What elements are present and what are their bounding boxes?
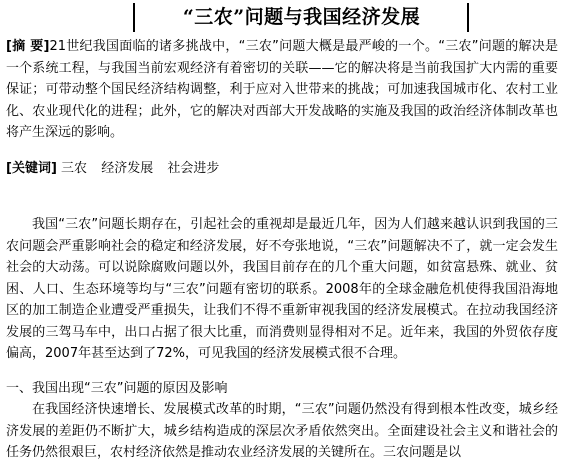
abstract-label: [摘 要]	[6, 39, 50, 54]
body-section-2	[6, 399, 558, 464]
document-title: “三农”问题与我国经济发展	[182, 6, 421, 28]
section-heading: 一、我国出现“三农”问题的原因及影响	[6, 381, 228, 396]
abstract-section	[6, 36, 558, 144]
body-section	[6, 214, 558, 365]
title-left-rule	[133, 3, 135, 32]
keywords-section	[6, 158, 558, 179]
body-paragraph: 在我国经济快速增长、发展模式改革的时期，“三农”问题仍然没有得到根本性改变，城乡经济发展的差距仍不断扩大，城乡结构造成的深层次矛盾依然突出。全面建设社会主义和谐社会的任务仍然很艰巨，农村经济依然是推动农业经济发展的关键所在。三农问题是以	[6, 402, 558, 460]
body-paragraph: 我国“三农”问题长期存在，引起社会的重视却是最近几年，因为人们越来越认识到我国的三农问题会严重影响社会的稳定和经济发展，好不夸张地说，“三农”问题解决不了，就一定会发生社会的大动荡。可以说除腐败问题以外，我国目前存在的几个重大问题，如贫富悬殊、就业、贫困、人口、生态环境等均与“三农”问题有密切的联系。2008年的全球金融危机使得我国沿海地区的加工制造企业遭受严重损失，让我们不得不重新审视我国的经济发展模式。在拉动我国经济发展的三驾马车中，出口占据了很大比重，而消费则显得相对不足。近年来，我国的外贸依存度偏高，2007年甚至达到了72%，可见我国的经济发展模式很不合理。	[6, 217, 558, 361]
abstract-text: 21世纪我国面临的诸多挑战中，“三农”问题大概是最严峻的一个。“三农”问题的解决是一个系统工程，与我国当前宏观经济有着密切的关联——它的解决将是当前我国扩大内需的重要保证；可带动整个国民经济结构调整，利于应对入世带来的挑战；可加速我国城市化、农村工业化、农业现代化的进程；此外，它的解决对西部大开发战略的实施及我国的政治经济体制改革也将产生深远的影响。	[6, 39, 558, 140]
keyword-item: 经济发展	[101, 161, 154, 176]
keyword-item: 社会进步	[167, 161, 220, 176]
title-right-rule	[467, 3, 469, 32]
title-row	[0, 0, 564, 34]
keywords-label: [关键词]	[6, 161, 57, 176]
keyword-item: 三农	[61, 161, 88, 176]
